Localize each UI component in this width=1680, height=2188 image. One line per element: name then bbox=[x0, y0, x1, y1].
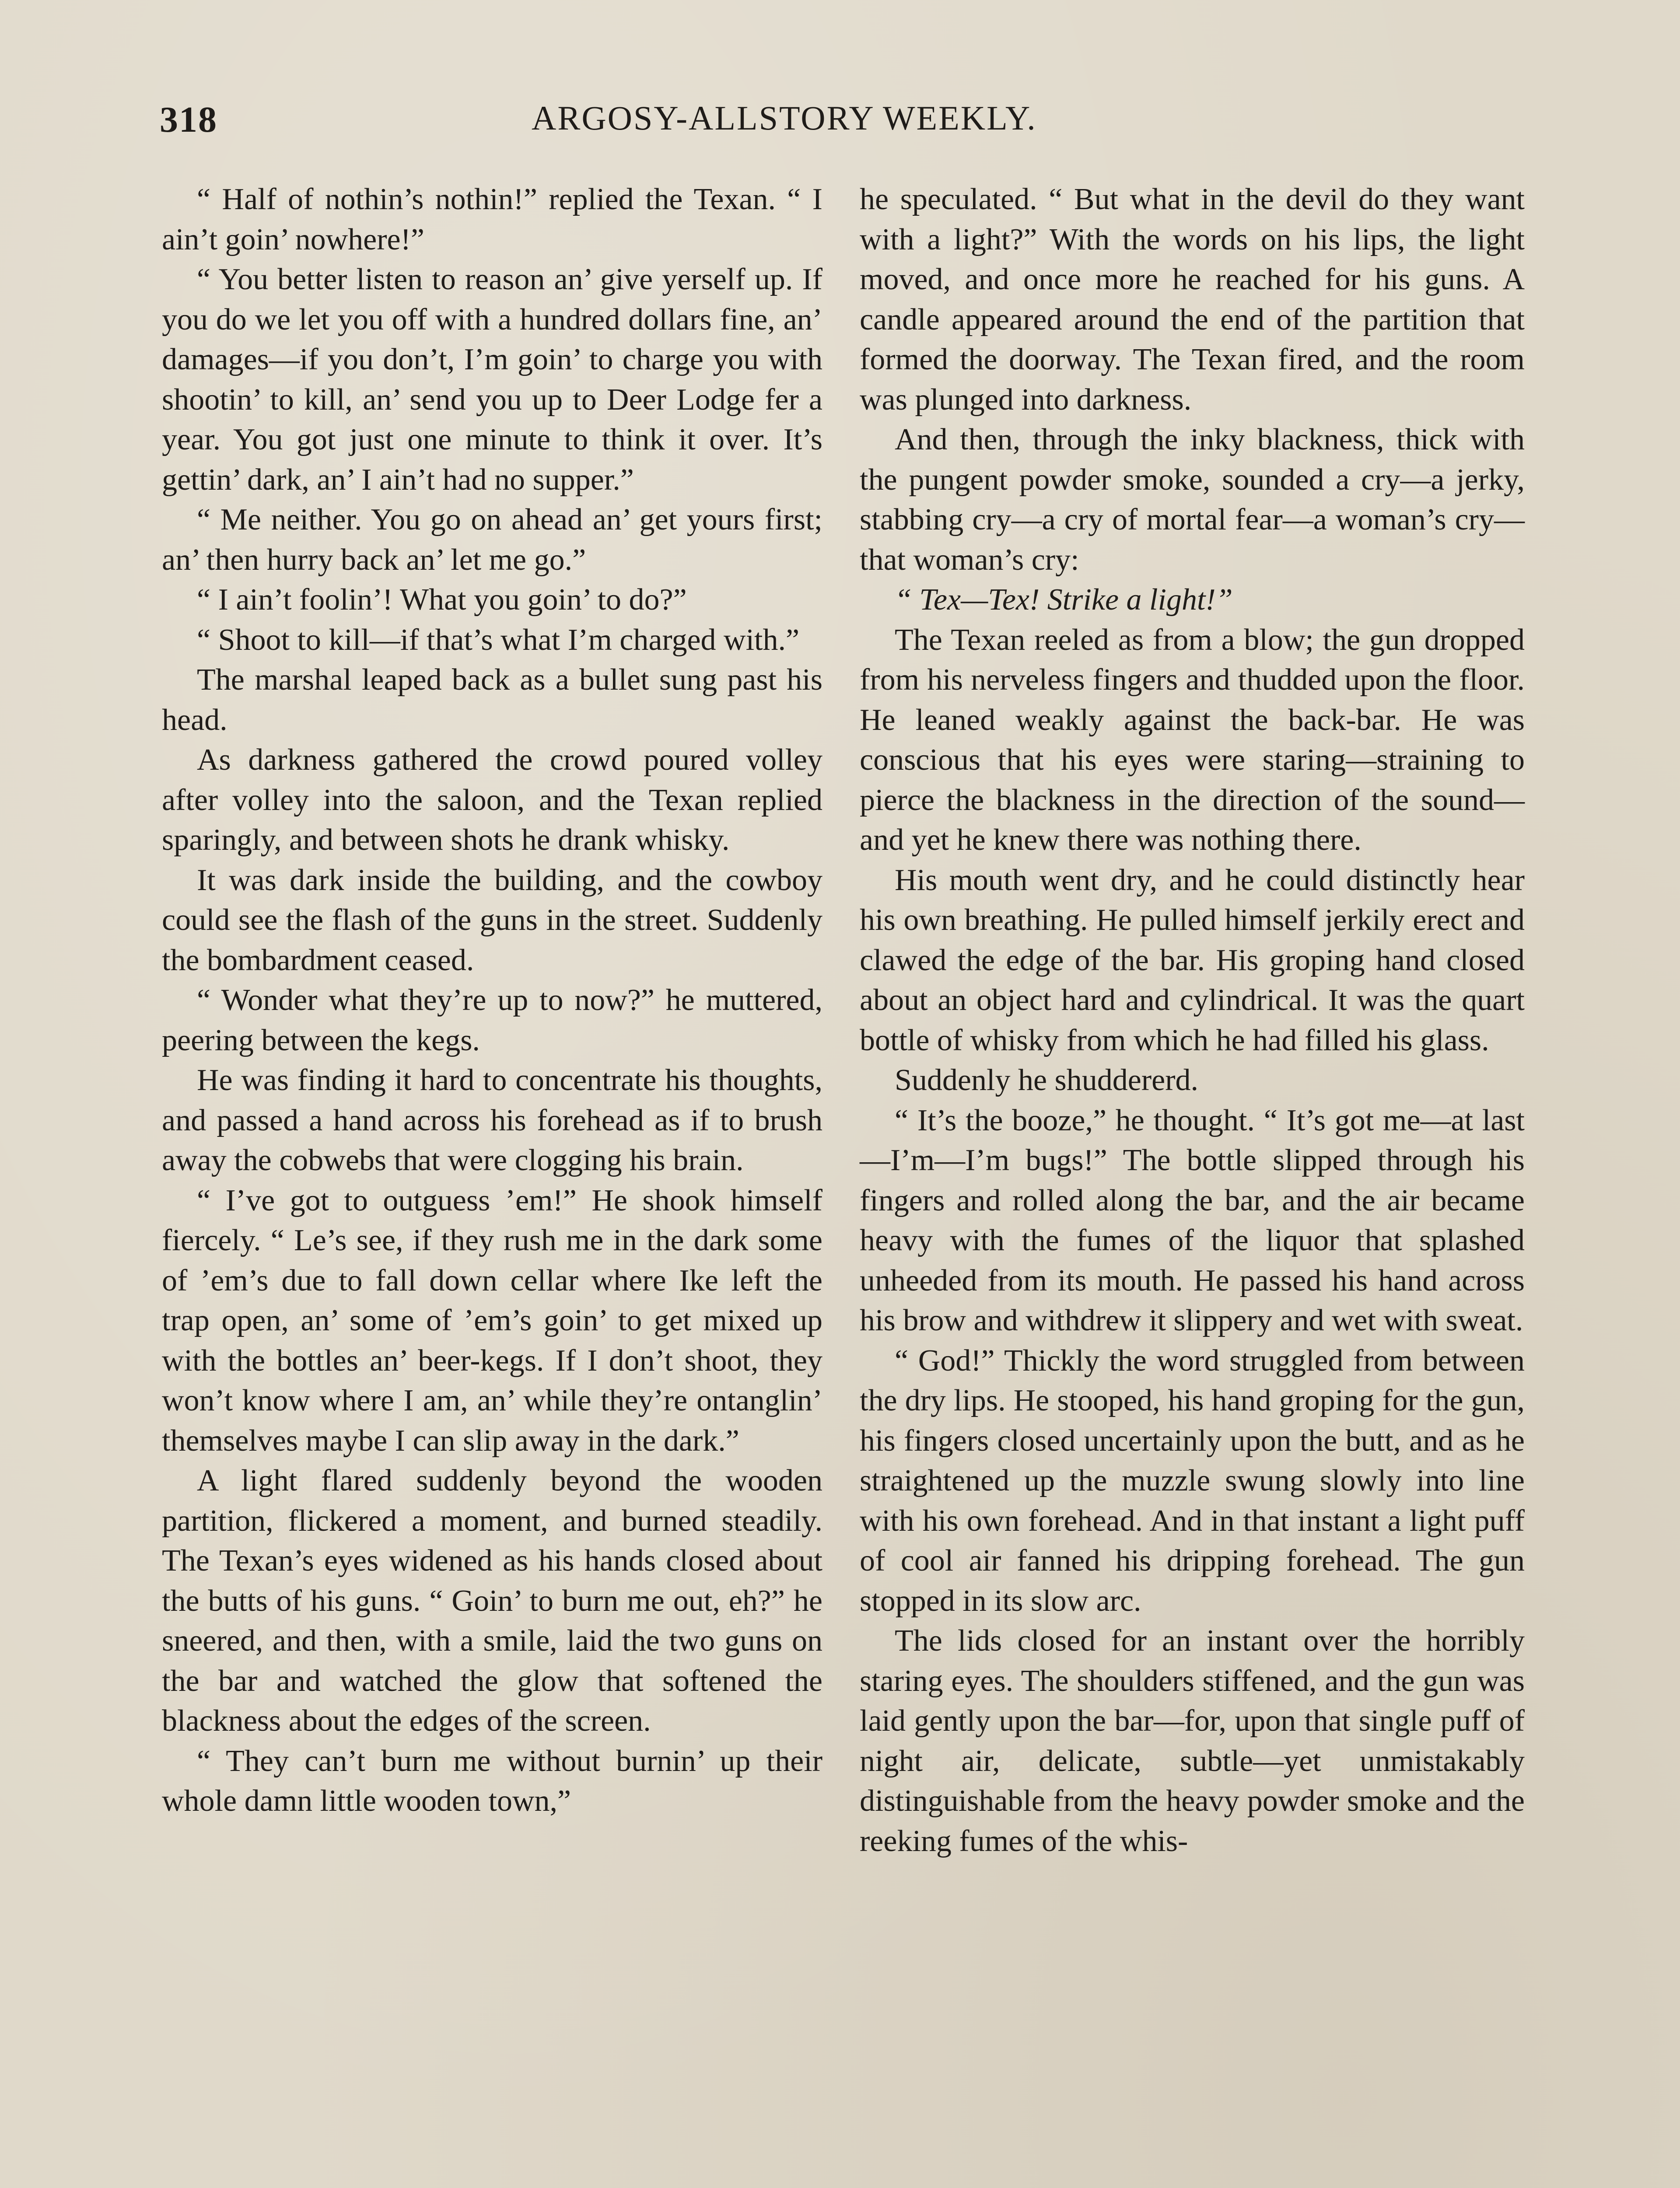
left-column bbox=[162, 179, 822, 2188]
paragraph: “ Me neither. You go on ahead an’ get yours first; an’ then hurry back an’ let me go.” bbox=[162, 503, 822, 577]
page-header bbox=[160, 98, 1520, 155]
paragraph: His mouth went dry, and he could distinctly hear his own breathing. He pulled himself jerkily erect and clawed the edge of the bar. His groping hand closed about an object hard and cylindrical. It was the quart bottle of whisky from which he had filled his glass. bbox=[860, 863, 1525, 1057]
right-column bbox=[860, 179, 1525, 2188]
paragraph: It was dark inside the building, and the cowboy could see the flash of the guns in the street. Suddenly the bombardment ceased. bbox=[162, 863, 822, 977]
paragraph: “ God!” Thickly the word struggled from between the dry lips. He stooped, his hand groping for the gun, his fingers closed uncertainly upon the butt, and as he straightened up the muzzle swung slowly into line with his own forehead. And in that instant a light puff of cool air fanned his dripping forehead. The gun stopped in its slow arc. bbox=[860, 1343, 1525, 1618]
paragraph: “ I ain’t foolin’! What you goin’ to do?” bbox=[197, 583, 687, 617]
running-title: ARGOSY-ALLSTORY WEEKLY. bbox=[532, 99, 1037, 137]
paragraph: “ I’ve got to outguess ’em!” He shook himself fiercely. “ Le’s see, if they rush me in the dark some of ’em’s due to fall down cellar where Ike left the trap open, an’ some of ’em’s goin’ to get mixed up with the bottles an’ beer-kegs. If I don’t shoot, they won’t know where I am, an’ while they’re ontanglin’ themselves maybe I can slip away in the dark.” bbox=[162, 1183, 822, 1458]
italic-exclamation: “ Tex—Tex! Strike a light!” bbox=[895, 583, 1233, 617]
paragraph: “ Half of nothin’s nothin!” replied the Texan. “ I ain’t goin’ nowhere!” bbox=[162, 182, 822, 256]
paragraph: “ Shoot to kill—if that’s what I’m charged with.” bbox=[197, 623, 800, 657]
paragraph: Suddenly he shuddererd. bbox=[895, 1063, 1199, 1097]
paragraph: he speculated. “ But what in the devil do they want with a light?” With the words on his lips, the light moved, and once more he reached for his guns. A candle appeared around the end of the partition that formed the doorway. The Texan fired, and the room was plunged into darkness. bbox=[860, 182, 1525, 417]
paragraph: “ You better listen to reason an’ give yerself up. If you do we let you off with a hundred dollars fine, an’ damages—if you don’t, I’m goin’ to charge you with shootin’ to kill, an’ send you up to Deer Lodge fer a year. You got just one minute to think it over. It’s gettin’ dark, an’ I ain’t had no supper.” bbox=[162, 263, 822, 497]
paragraph: “ Wonder what they’re up to now?” he muttered, peering between the kegs. bbox=[162, 983, 822, 1057]
paragraph: The lids closed for an instant over the horribly staring eyes. The shoulders stiffened, and the gun was laid gently upon the bar—for, upon that single puff of night air, delicate, subtle—yet unmistakably distinguishable from the heavy powder smoke and the reeking fumes of the whis- bbox=[860, 1624, 1525, 1858]
paragraph: And then, through the inky blackness, thick with the pungent powder smoke, sounded a cry—a jerky, stabbing cry—a cry of mortal fear—a woman’s cry—that woman’s cry: bbox=[860, 423, 1525, 577]
paragraph: As darkness gathered the crowd poured volley after volley into the saloon, and the Texan replied sparingly, and between shots he drank whisky. bbox=[162, 743, 822, 857]
paragraph: He was finding it hard to concentrate his thoughts, and passed a hand across his forehead as if to brush away the cobwebs that were clogging his brain. bbox=[162, 1063, 822, 1177]
page-number: 318 bbox=[160, 99, 217, 140]
paragraph: The Texan reeled as from a blow; the gun dropped from his nerveless fingers and thudded upon the floor. He leaned weakly against the back-bar. He was conscious that his eyes were staring—straining to pierce the blackness in the direction of the sound—and yet he knew there was nothing there. bbox=[860, 623, 1525, 857]
paragraph: “ It’s the booze,” he thought. “ It’s got me—at last—I’m—I’m bugs!” The bottle slipped through his fingers and rolled along the bar, and the air became heavy with the fumes of the liquor that splashed unheeded from its mouth. He passed his hand across his brow and withdrew it slippery and wet with sweat. bbox=[860, 1103, 1525, 1337]
paragraph: The marshal leaped back as a bullet sung past his head. bbox=[162, 663, 822, 737]
paragraph: A light flared suddenly beyond the wooden partition, flickered a moment, and burned steadily. The Texan’s eyes widened as his hands closed about the butts of his guns. “ Goin’ to burn me out, eh?” he sneered, and then, with a smile, laid the two guns on the bar and watched the glow that softened the blackness about the edges of the screen. bbox=[162, 1464, 822, 1738]
paragraph: “ They can’t burn me without burnin’ up their whole damn little wooden town,” bbox=[162, 1744, 822, 1818]
